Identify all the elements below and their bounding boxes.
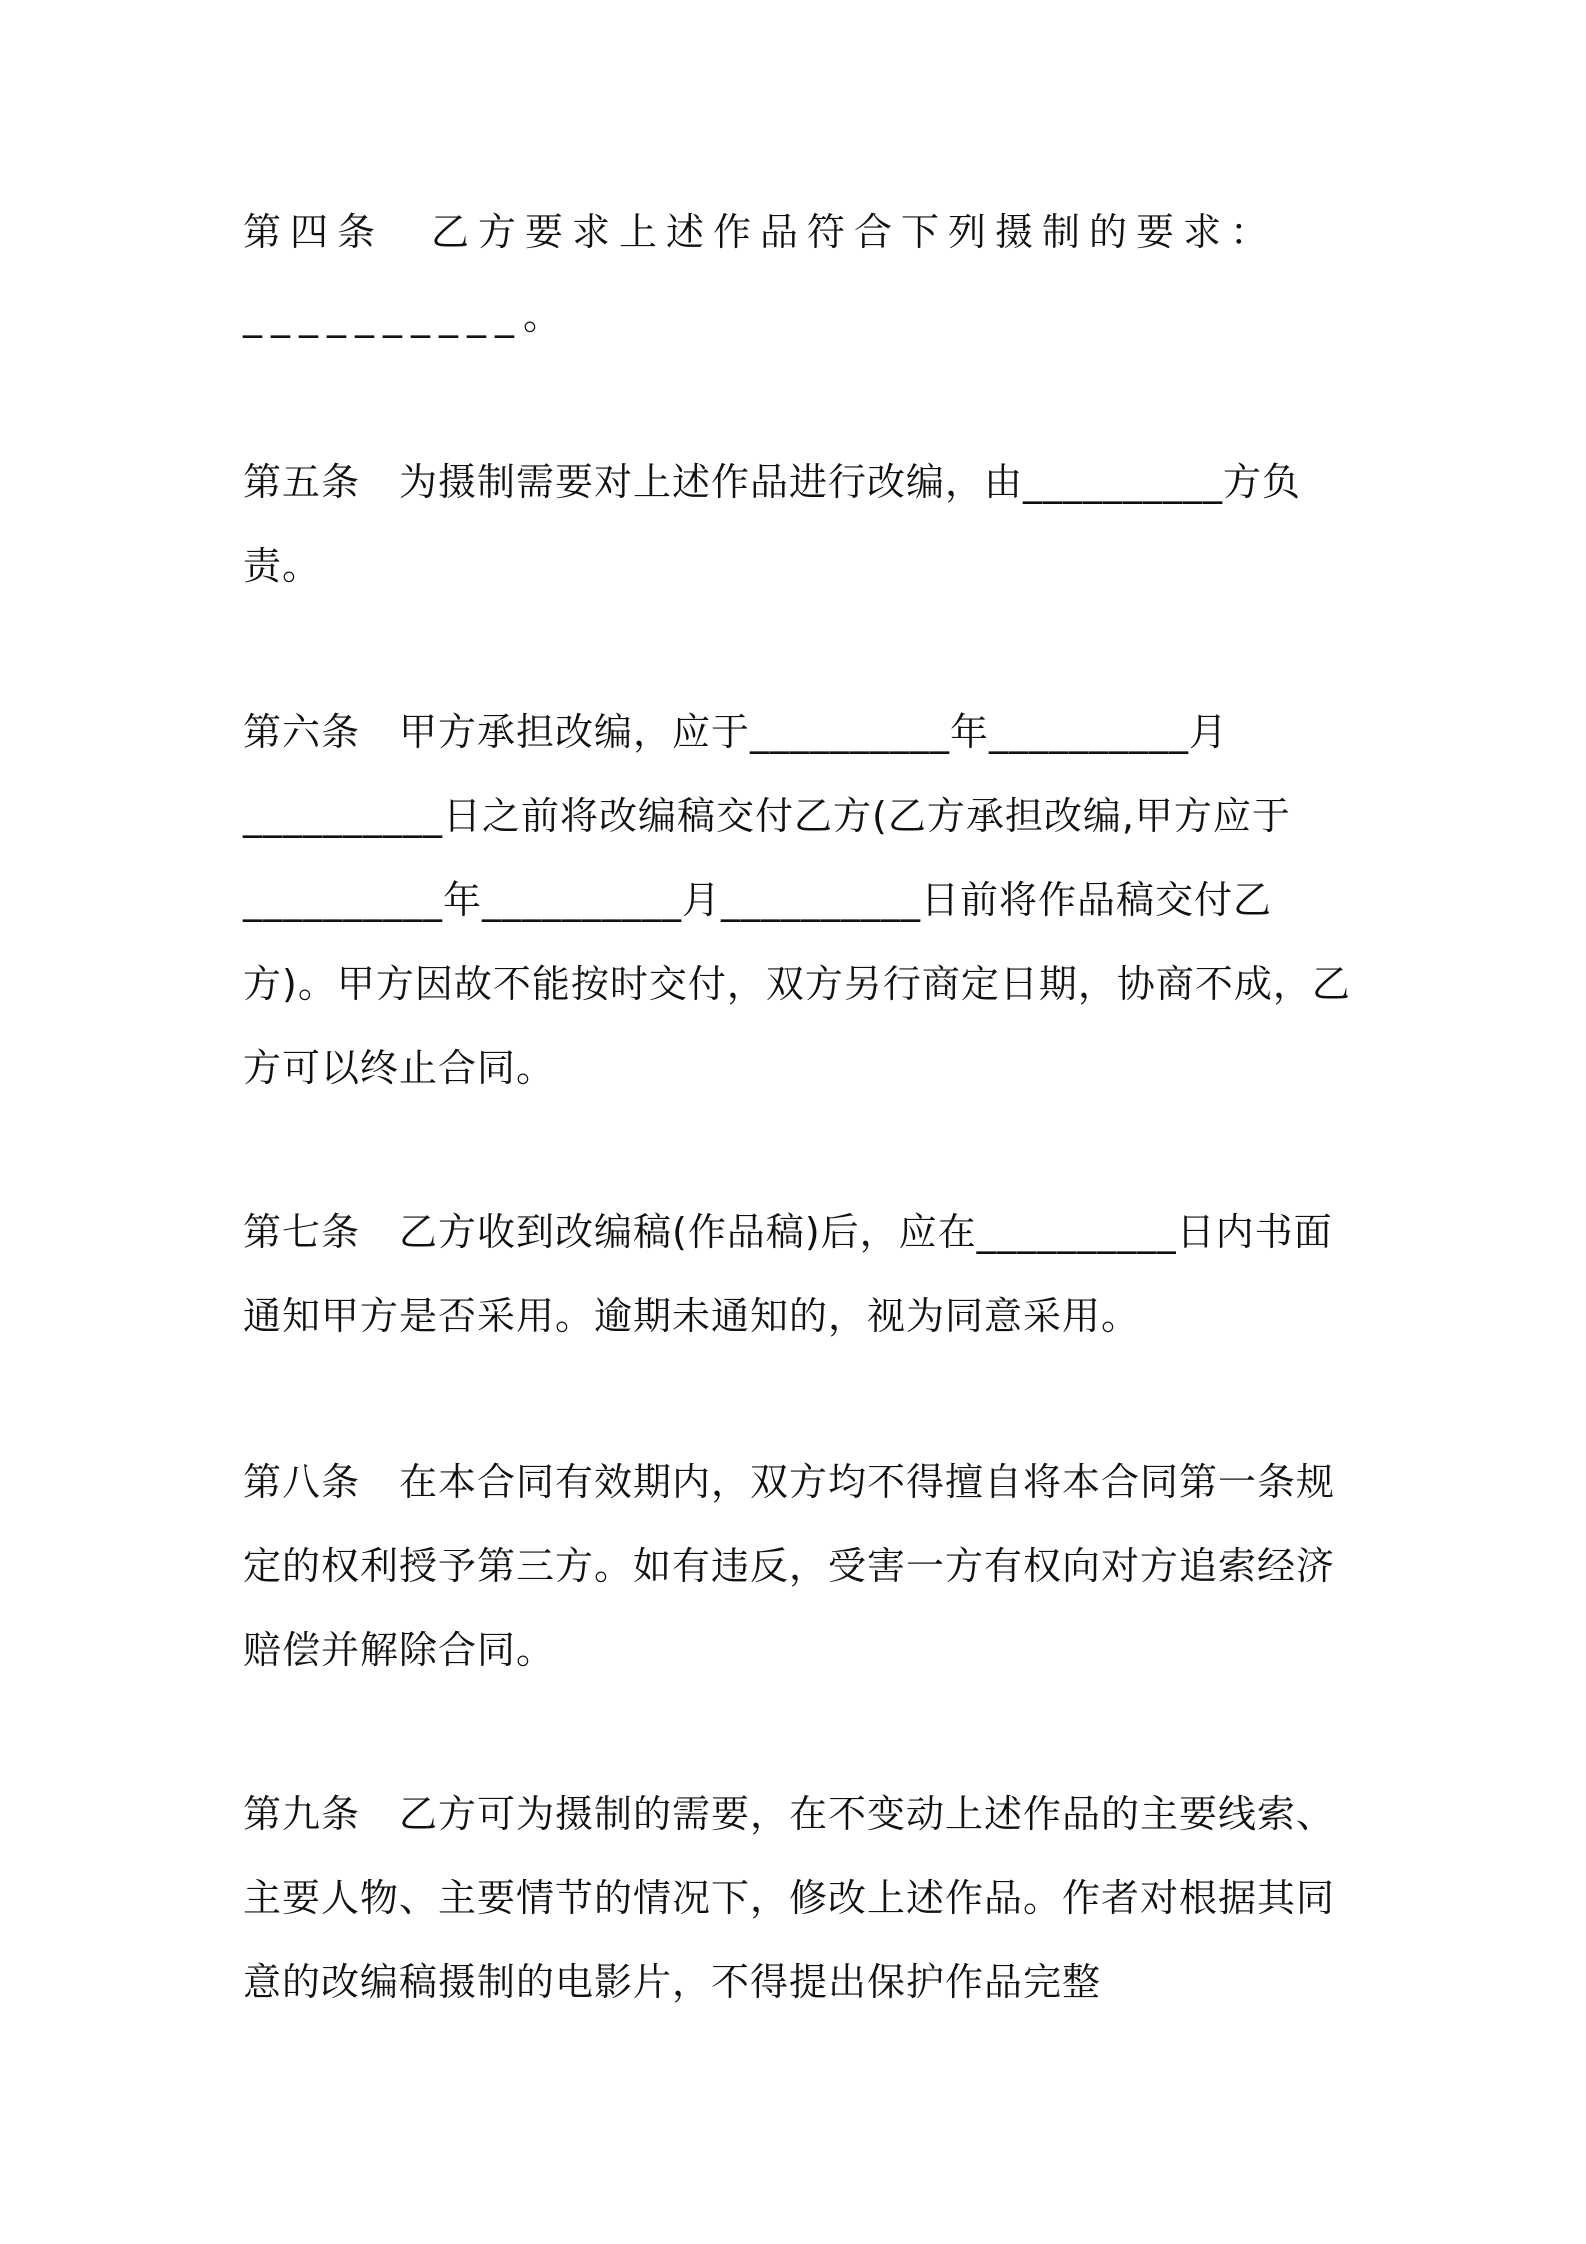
article-4 <box>243 190 1358 358</box>
article-number: 第八条 <box>243 1460 361 1504</box>
article-gap <box>360 460 399 504</box>
article-text: 为摄制需要对上述作品进行改编，由__________方负责。 <box>243 460 1302 588</box>
article-text: 乙方可为摄制的需要，在不变动上述作品的主要线索、主要人物、主要情节的情况下，修改上述作品。作者对根据其同意的改编稿摄制的电影片，不得提出保护作品完整 <box>243 1792 1336 2004</box>
article-5 <box>243 440 1358 608</box>
article-text: 在本合同有效期内，双方均不得擅自将本合同第一条规定的权利授予第三方。如有违反，受害一方有权向对方追索经济赔偿并解除合同。 <box>243 1460 1336 1672</box>
article-text: 甲方承担改编，应于__________年__________月__________日之前将改编稿交付乙方(乙方承担改编,甲方应于__________年__________月__________日前将作品稿交付乙方)。甲方因故不能按时交付，双方另行商定日期，协商不成，乙方可以终止合同。 <box>243 710 1351 1090</box>
article-number: 第九条 <box>243 1792 361 1836</box>
article-8 <box>243 1440 1358 1692</box>
article-9 <box>243 1772 1358 2024</box>
article-gap <box>360 1460 399 1504</box>
article-gap <box>360 1210 399 1254</box>
article-number: 第五条 <box>243 460 361 504</box>
article-text: 乙方要求上述作品符合下列摄制的要求：__________。 <box>243 210 1278 338</box>
article-number: 第六条 <box>243 710 361 754</box>
article-text: 乙方收到改编稿(作品稿)后，应在__________日内书面通知甲方是否采用。逾期未通知的，视为同意采用。 <box>243 1210 1333 1338</box>
article-number: 第七条 <box>243 1210 361 1254</box>
article-6 <box>243 690 1358 1110</box>
article-gap <box>360 710 399 754</box>
article-gap <box>360 1792 399 1836</box>
article-7 <box>243 1190 1358 1358</box>
article-gap <box>384 210 431 254</box>
article-number: 第四条 <box>243 210 385 254</box>
